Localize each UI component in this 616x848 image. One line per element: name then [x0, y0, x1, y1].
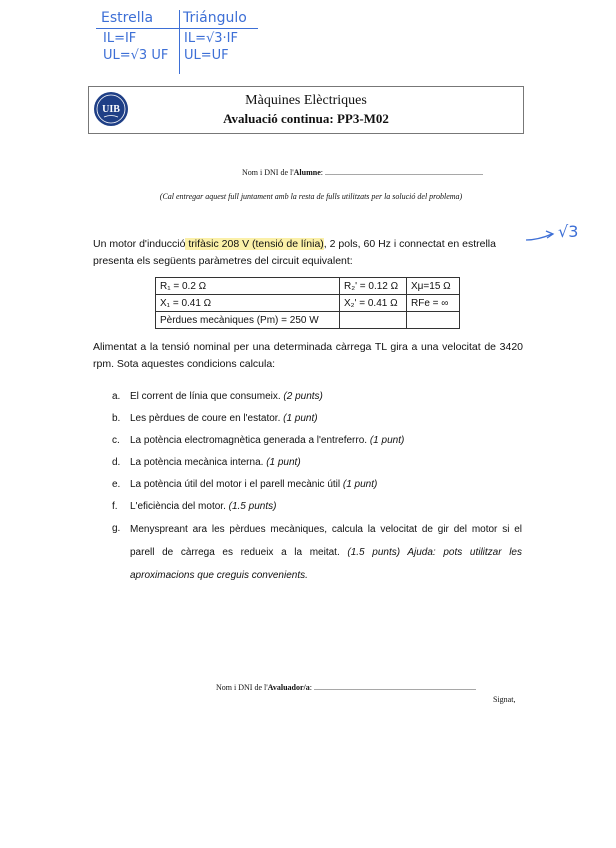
- evaluator-label-prefix: Nom i DNI de l': [216, 683, 268, 692]
- intro-text-start: Un motor d'inducció: [93, 238, 186, 250]
- course-title: Màquines Elèctriques: [245, 93, 367, 108]
- handwritten-arrow-icon: [524, 228, 560, 246]
- handwritten-horizontal-rule: [96, 28, 258, 29]
- question-points: (1 punt): [283, 413, 318, 424]
- question-label: g.: [112, 523, 121, 534]
- evaluator-label-bold: Avaluador/a: [267, 683, 310, 692]
- question-points: (1 punt): [266, 457, 301, 468]
- param-x1: X₁ = 0.41 Ω: [156, 295, 340, 312]
- question-label: a.: [112, 391, 121, 402]
- student-name-line: [242, 168, 483, 177]
- student-dots: : ...............................................................................: [320, 168, 484, 177]
- param-x2: X₂' = 0.41 Ω: [340, 295, 407, 312]
- param-empty-1: [340, 312, 407, 329]
- question-points: (2 punts): [283, 391, 323, 402]
- evaluator-name-line: [216, 683, 476, 692]
- logo-text: UIB: [102, 104, 120, 115]
- param-rfe: RFe = ∞: [407, 295, 460, 312]
- signature-label: Signat,: [493, 695, 516, 704]
- param-xmu: Xμ=15 Ω: [407, 278, 460, 295]
- header-box: [88, 86, 524, 134]
- question-points: (1.5 punts) Ajuda: pots utilitzar les aproximacions que creguis convenients.: [130, 547, 522, 581]
- question-text: L'eficiència del motor.: [130, 501, 229, 512]
- handwritten-estrella: Estrella: [101, 10, 154, 26]
- handwritten-triangulo-current: IL=√3·IF: [184, 31, 238, 46]
- question-label: d.: [112, 457, 121, 468]
- question-text: El corrent de línia que consumeix.: [130, 391, 284, 402]
- question-text: La potència mecànica interna.: [130, 457, 267, 468]
- question-text: Menyspreant ara les pèrdues mecàniques, calcula la velocitat de gir del motor si el parell de càrrega es redueix a la meitat.: [130, 524, 522, 558]
- question-label: f.: [112, 501, 118, 512]
- question-points: (1 punt): [342, 479, 378, 490]
- student-label-prefix: Nom i DNI de l': [242, 168, 294, 177]
- submission-note: (Cal entregar aquest full juntament amb la resta de fulls utilitzats per la solució del problema): [159, 192, 463, 201]
- intro-text-end: , 2 pols, 60 Hz i connectat en estrella presenta els següents paràmetres del circuit equivalent:: [93, 238, 496, 267]
- question-text: La potència útil del motor i el parell mecànic útil: [130, 479, 343, 490]
- handwritten-triangulo-voltage: UL=UF: [184, 48, 229, 63]
- handwritten-triangulo: Triángulo: [183, 10, 247, 26]
- param-pm: Pèrdues mecàniques (Pm) = 250 W: [156, 312, 340, 329]
- handwritten-estrella-current: IL=IF: [103, 31, 137, 46]
- handwritten-vertical-rule: [179, 10, 180, 74]
- question-label: e.: [112, 479, 121, 490]
- parameters-table: [155, 277, 460, 329]
- question-points: (1 punt): [369, 435, 405, 446]
- question-text: La potència electromagnètica generada a l'entreferro.: [130, 435, 370, 446]
- question-points: (1.5 punts): [228, 501, 277, 512]
- question-label: c.: [112, 435, 120, 446]
- assessment-title: Avaluació continua: PP3-M02: [223, 111, 389, 126]
- handwritten-estrella-voltage: UL=√3 UF: [103, 48, 169, 63]
- student-label-bold: Alumne: [293, 168, 321, 177]
- question-text: Les pèrdues de coure en l'estator.: [130, 413, 284, 424]
- question-label: b.: [112, 413, 121, 424]
- param-empty-2: [407, 312, 460, 329]
- param-r1: R₁ = 0.2 Ω: [156, 278, 340, 295]
- intro-highlight: trifàsic 208 V (tensió de línia): [185, 238, 324, 250]
- handwritten-sqrt3-note: √3: [558, 222, 579, 241]
- evaluator-dots: : .................................................................................: [309, 683, 476, 692]
- operating-condition: Alimentat a la tensió nominal per una determinada càrrega TL gira a una velocitat de 3420 rpm. Sota aquestes condicions calcula:: [93, 341, 523, 370]
- param-r2: R₂' = 0.12 Ω: [340, 278, 407, 295]
- problem-intro: [93, 236, 523, 270]
